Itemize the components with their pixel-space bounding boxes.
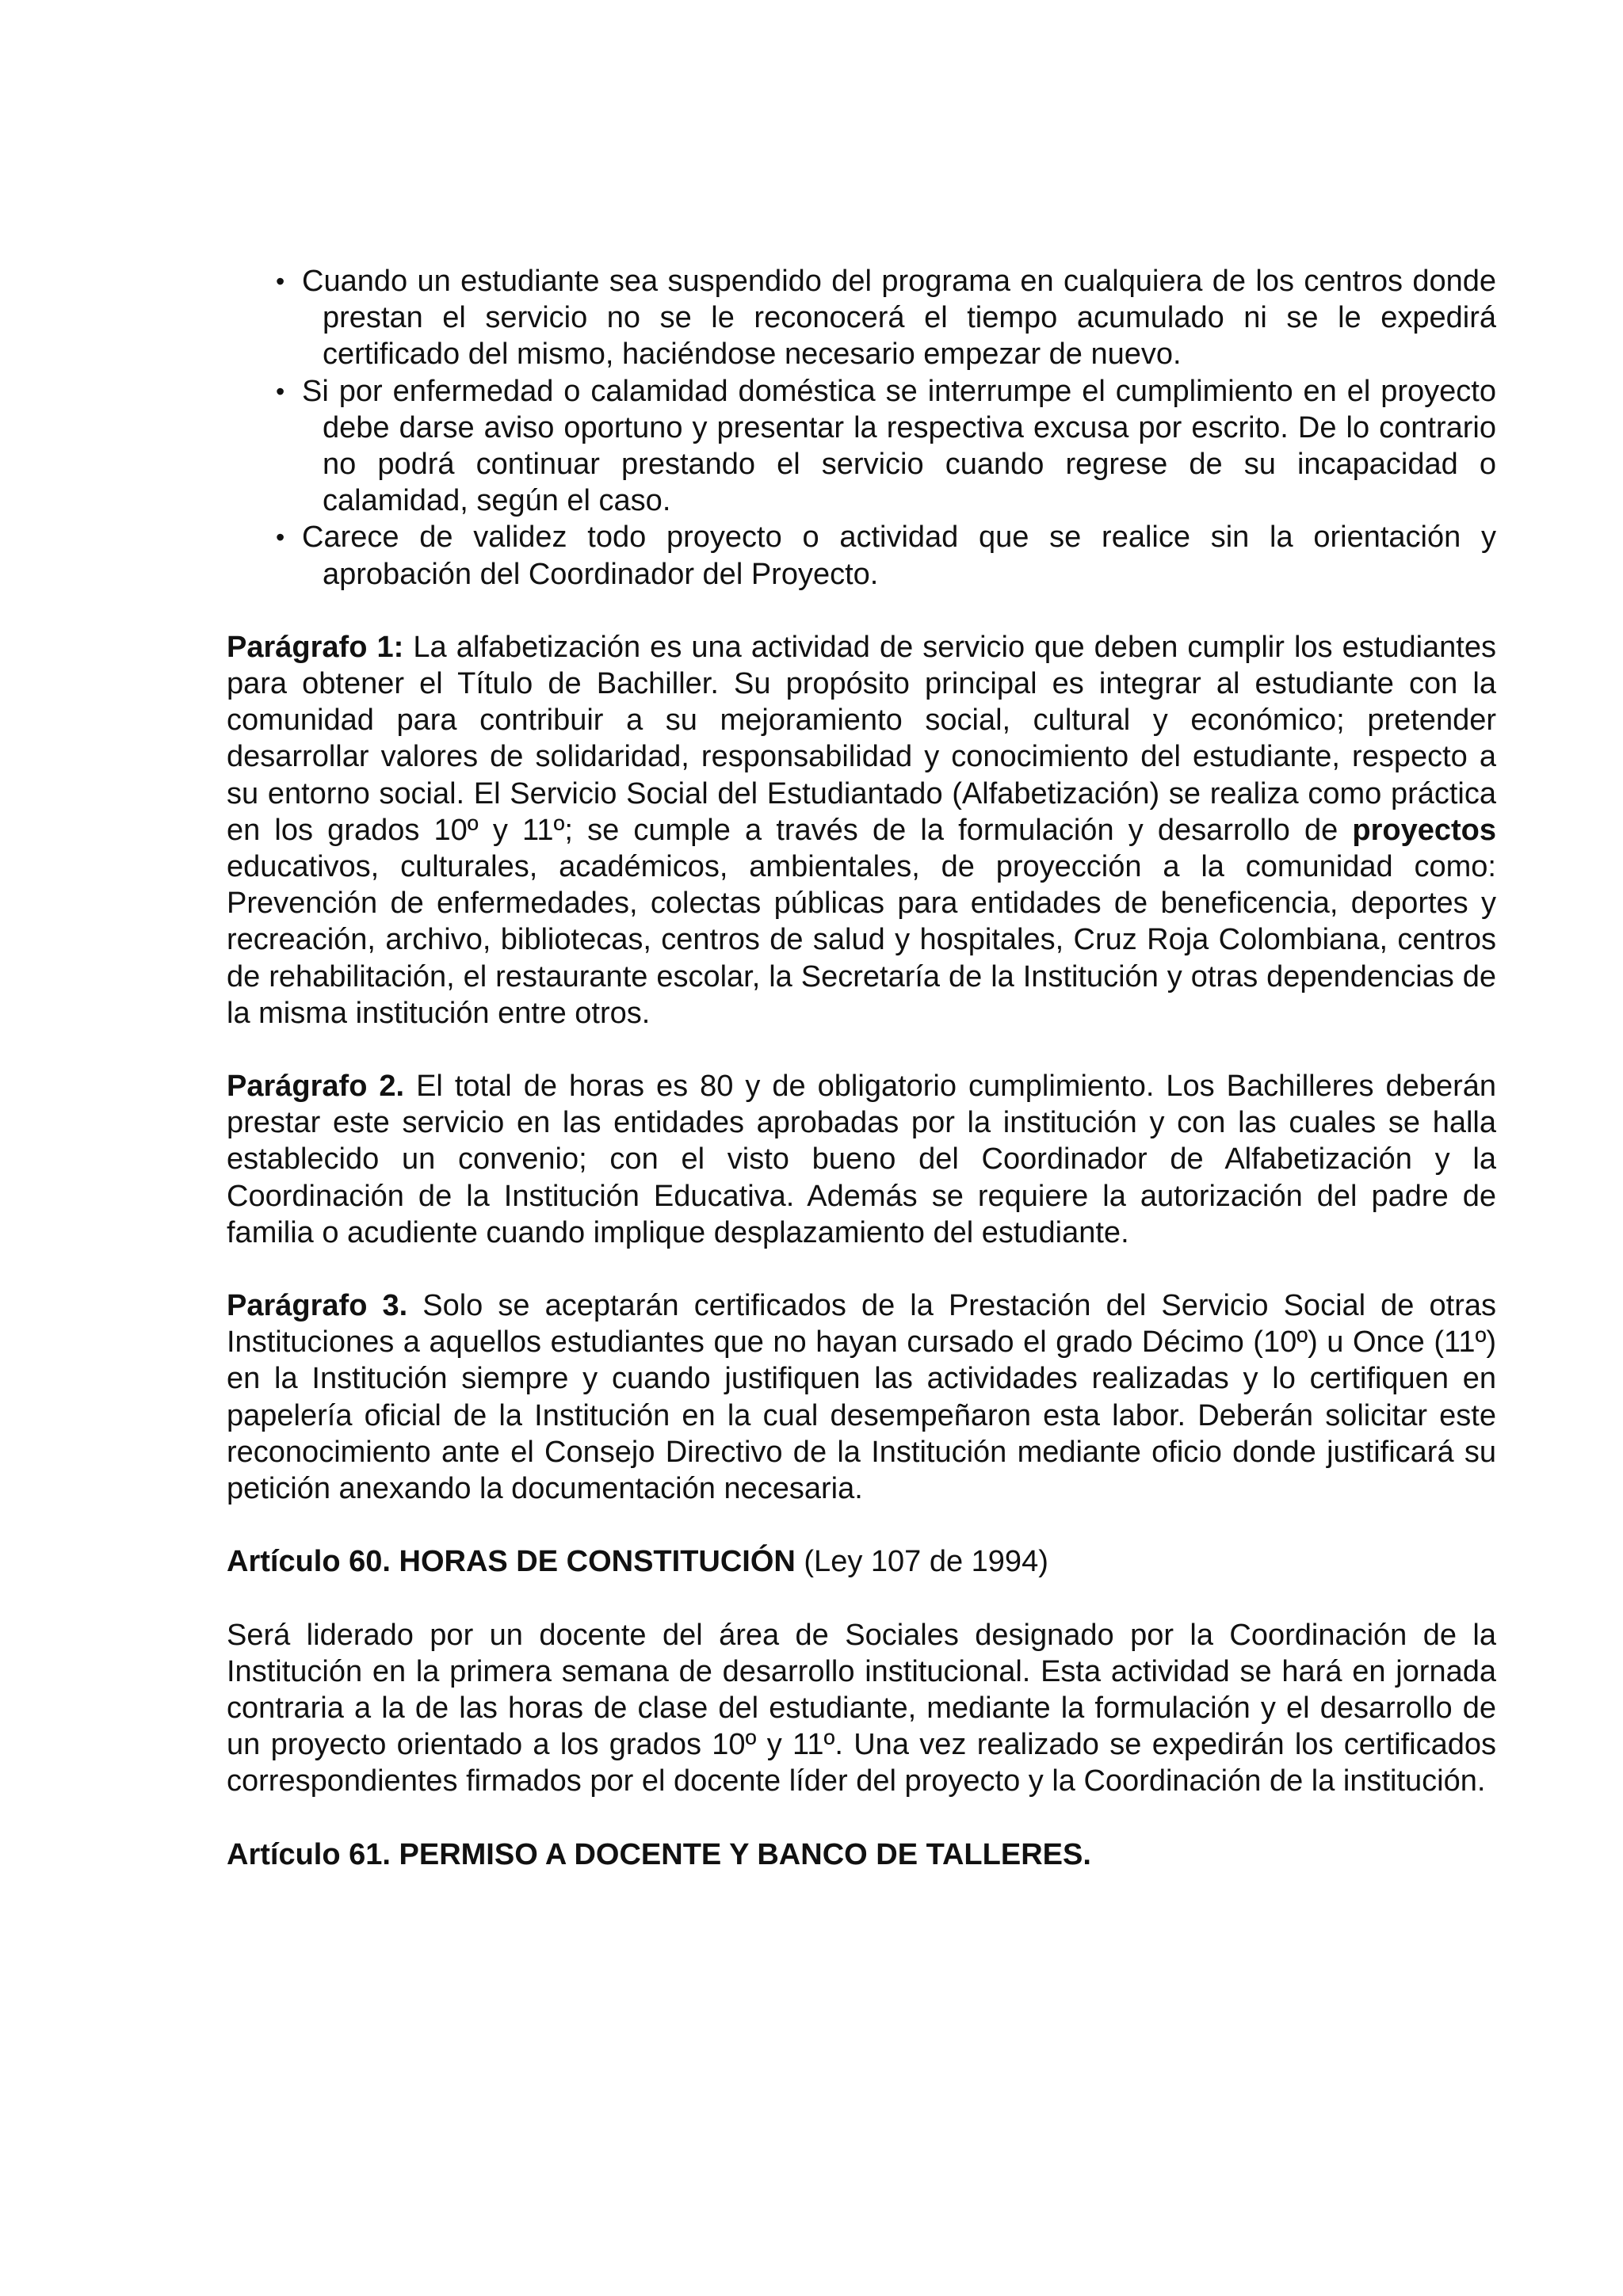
paragrafo-1-text-a: La alfabetización es una actividad de servicio que deben cumplir los estudiantes para obtener el Título de Bachiller. Su propósito principal es integrar al estudiante con la comunidad para contribuir a su mejoramiento social, cultural y económico; pretender desarrollar valores de solidaridad, responsabilidad y conocimiento del estudiante, respecto a su entorno social. El Servicio Social del Estudiantado (Alfabetización) se realiza como práctica en los grados 10º y 11º; se cumple a través de la formulación y desarrollo de <box>227 630 1496 847</box>
bullet-icon: • <box>276 267 285 296</box>
paragrafo-1-text-b: educativos, culturales, académicos, ambientales, de proyección a la comunidad como: Prevención de enfermedades, colectas públicas para entidades de beneficencia, deportes y recreación, archivo, bibliotecas, centros de salud y hospitales, Cruz Roja Colombiana, centros de rehabilitación, el restaurante escolar, la Secretaría de la Institución y otras dependencias de la misma institución entre otros. <box>227 850 1496 1030</box>
articulo-60-body: Será liderado por un docente del área de Sociales designado por la Coordinación de la Institución en la primera semana de desarrollo institucional. Esta actividad se hará en jornada contraria a la de las horas de clase del estudiante, mediante la formulación y el desarrollo de un proyecto orientado a los grados 10º y 11º. Una vez realizado se expedirán los certificados correspondientes firmados por el docente líder del proyecto y la Coordinación de la institución. <box>227 1618 1496 1798</box>
list-item <box>227 263 1496 373</box>
articulo-60-heading <box>227 1543 1496 1580</box>
document-page <box>227 263 1496 1873</box>
paragrafo-1-label: Parágrafo 1: <box>227 630 404 664</box>
paragrafo-1 <box>227 629 1496 1032</box>
list-item <box>227 519 1496 592</box>
list-item <box>227 373 1496 520</box>
articulo-61-heading <box>227 1836 1496 1873</box>
paragrafo-1-bold-word: proyectos <box>1352 813 1496 847</box>
bullet-icon: • <box>276 523 285 552</box>
articulo-61-title: Artículo 61. PERMISO A DOCENTE Y BANCO DE TALLERES. <box>227 1837 1091 1871</box>
bullet-text: Carece de validez todo proyecto o actividad que se realice sin la orientación y aprobación del Coordinador del Proyecto. <box>302 521 1496 591</box>
bullet-icon: • <box>276 376 285 406</box>
paragrafo-3-text: Solo se aceptarán certificados de la Prestación del Servicio Social de otras Instituciones a aquellos estudiantes que no hayan cursado el grado Décimo (10º) u Once (11º) en la Institución siempre y cuando justifiquen las actividades realizadas y lo certifiquen en papelería oficial de la Institución en la cual desempeñaron esta labor. Deberán solicitar este reconocimiento ante el Consejo Directivo de la Institución mediante oficio donde justificará su petición anexando la documentación necesaria. <box>227 1289 1496 1506</box>
bullet-text: Cuando un estudiante sea suspendido del programa en cualquiera de los centros donde prestan el servicio no se le reconocerá el tiempo acumulado ni se le expedirá certificado del mismo, haciéndose necesario empezar de nuevo. <box>302 265 1496 372</box>
articulo-60-title: Artículo 60. HORAS DE CONSTITUCIÓN <box>227 1545 796 1579</box>
paragrafo-3 <box>227 1287 1496 1507</box>
bullet-list <box>227 263 1496 593</box>
paragrafo-2-text: El total de horas es 80 y de obligatorio cumplimiento. Los Bachilleres deberán prestar este servicio en las entidades aprobadas por la institución y con las cuales se halla establecido un convenio; con el visto bueno del Coordinador de Alfabetización y la Coordinación de la Institución Educativa. Además se requiere la autorización del padre de familia o acudiente cuando implique desplazamiento del estudiante. <box>227 1070 1496 1249</box>
paragrafo-2 <box>227 1068 1496 1251</box>
paragrafo-3-label: Parágrafo 3. <box>227 1289 408 1323</box>
paragrafo-2-label: Parágrafo 2. <box>227 1070 405 1104</box>
bullet-text: Si por enfermedad o calamidad doméstica se interrumpe el cumplimiento en el proyecto debe darse aviso oportuno y presentar la respectiva excusa por escrito. De lo contrario no podrá continuar prestando el servicio cuando regrese de su incapacidad o calamidad, según el caso. <box>302 374 1496 518</box>
articulo-60-subtitle: (Ley 107 de 1994) <box>795 1545 1048 1579</box>
